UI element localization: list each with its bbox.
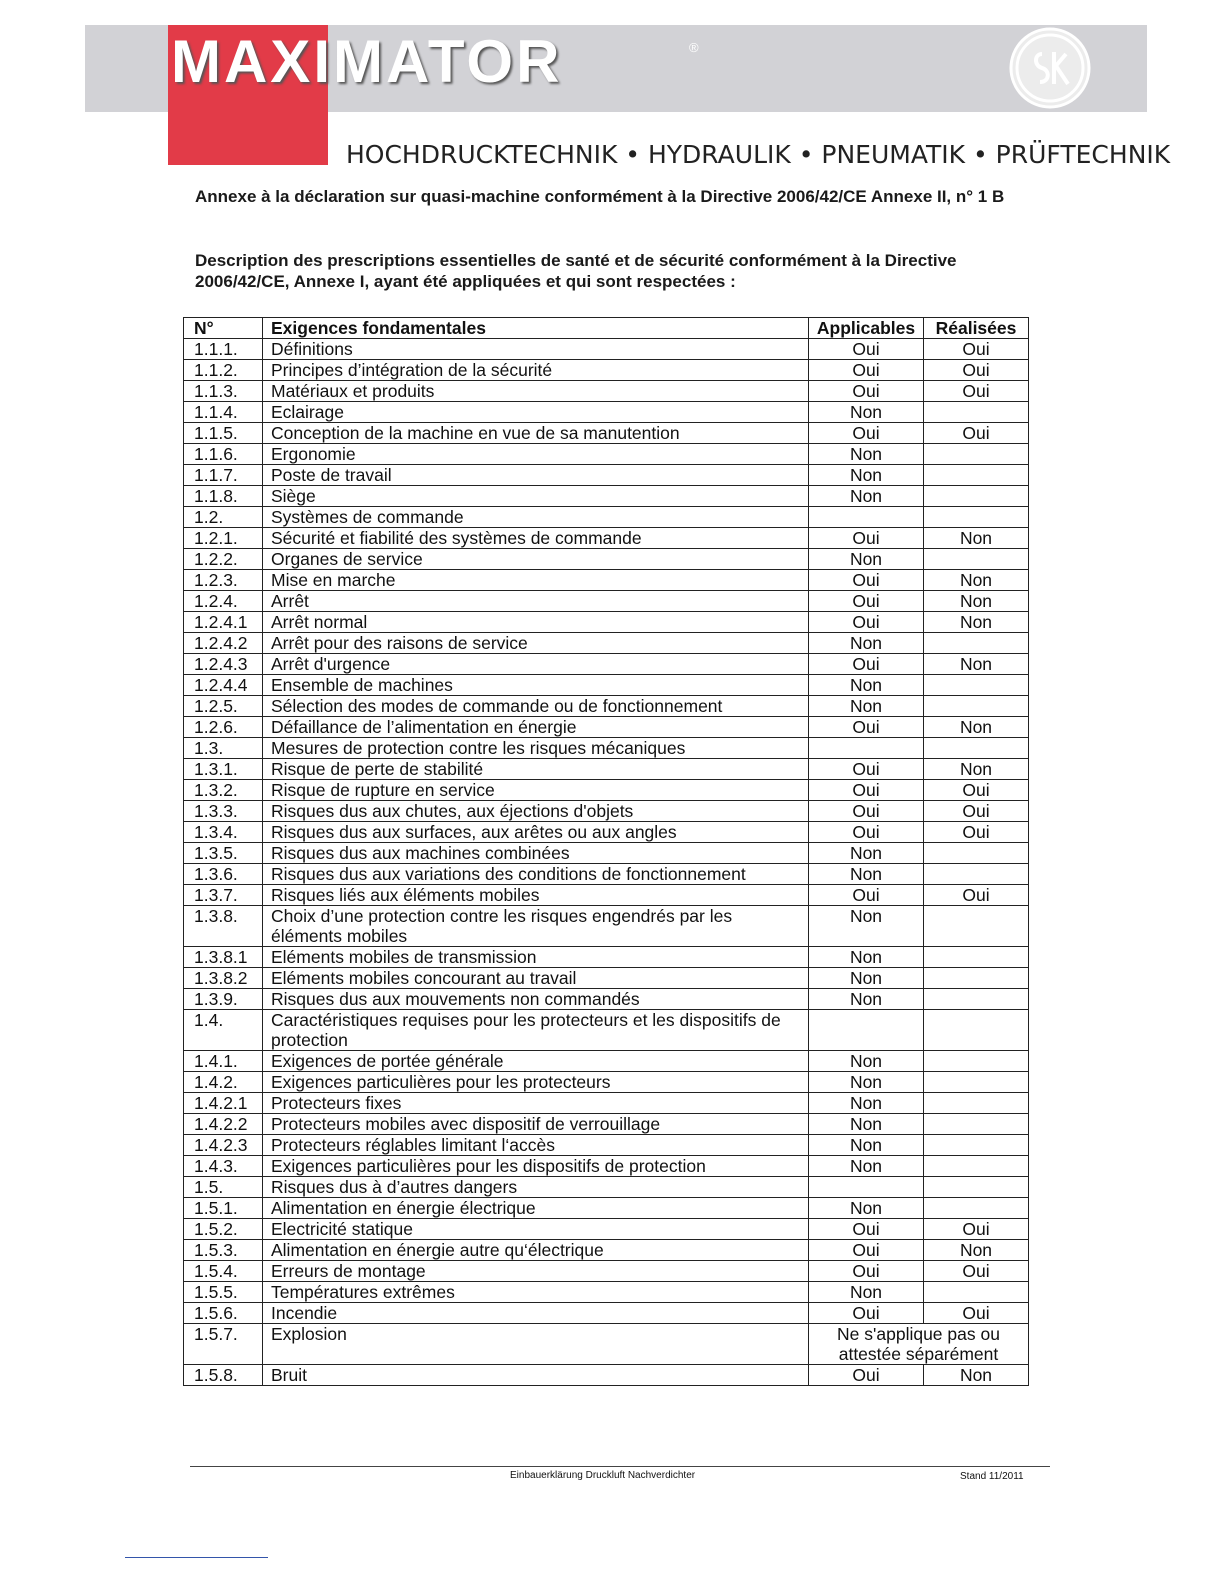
row-applicable: [809, 1010, 924, 1051]
row-realised: Oui: [924, 780, 1029, 801]
row-number: 1.2.1.: [184, 528, 263, 549]
row-number: 1.3.8.2: [184, 968, 263, 989]
row-requirement: Bruit: [263, 1365, 809, 1386]
table-row: [184, 423, 1029, 444]
row-realised: [924, 1177, 1029, 1198]
row-applicable: Oui: [809, 654, 924, 675]
table-row: [184, 360, 1029, 381]
table-row: [184, 1135, 1029, 1156]
row-realised: [924, 1010, 1029, 1051]
row-realised: [924, 843, 1029, 864]
row-applicable: Oui: [809, 801, 924, 822]
row-number: 1.4.2.: [184, 1072, 263, 1093]
row-requirement: Protecteurs réglables limitant l‘accès: [263, 1135, 809, 1156]
row-applicable: Oui: [809, 885, 924, 906]
row-requirement: Arrêt d'urgence: [263, 654, 809, 675]
row-applicable: Oui: [809, 591, 924, 612]
row-number: 1.2.4.1: [184, 612, 263, 633]
row-realised: Non: [924, 654, 1029, 675]
row-applicable: Non: [809, 486, 924, 507]
row-number: 1.3.8.1: [184, 947, 263, 968]
table-row: [184, 696, 1029, 717]
table-row: [184, 528, 1029, 549]
table-row: [184, 864, 1029, 885]
table-row: [184, 1051, 1029, 1072]
row-number: 1.3.9.: [184, 989, 263, 1010]
row-requirement: Risques dus aux machines combinées: [263, 843, 809, 864]
row-requirement: Arrêt pour des raisons de service: [263, 633, 809, 654]
table-row: [184, 1114, 1029, 1135]
row-realised: Non: [924, 1365, 1029, 1386]
table-row: [184, 549, 1029, 570]
requirements-table: [183, 317, 1029, 1386]
row-number: 1.2.3.: [184, 570, 263, 591]
row-realised: [924, 633, 1029, 654]
row-applicable: Non: [809, 1051, 924, 1072]
row-requirement: Exigences de portée générale: [263, 1051, 809, 1072]
row-number: 1.3.8.: [184, 906, 263, 947]
row-realised: Oui: [924, 423, 1029, 444]
row-realised: [924, 738, 1029, 759]
row-realised: [924, 1093, 1029, 1114]
row-realised: Non: [924, 591, 1029, 612]
row-applicable: [809, 507, 924, 528]
row-requirement: Erreurs de montage: [263, 1261, 809, 1282]
table-row: [184, 675, 1029, 696]
row-number: 1.3.7.: [184, 885, 263, 906]
sk-emblem-icon: [1008, 26, 1092, 110]
row-applicable: Oui: [809, 423, 924, 444]
row-requirement: Siège: [263, 486, 809, 507]
row-applicable: Non: [809, 1156, 924, 1177]
row-number: 1.1.7.: [184, 465, 263, 486]
row-number: 1.4.2.3: [184, 1135, 263, 1156]
row-applicable: Non: [809, 1114, 924, 1135]
row-applicable: [809, 1177, 924, 1198]
row-requirement: Mise en marche: [263, 570, 809, 591]
row-applicable: Non: [809, 675, 924, 696]
row-number: 1.5.: [184, 1177, 263, 1198]
row-number: 1.3.1.: [184, 759, 263, 780]
table-row: [184, 402, 1029, 423]
row-realised: [924, 507, 1029, 528]
row-number: 1.2.4.: [184, 591, 263, 612]
row-number: 1.4.3.: [184, 1156, 263, 1177]
row-applicable: Oui: [809, 570, 924, 591]
row-realised: [924, 675, 1029, 696]
row-realised: [924, 864, 1029, 885]
row-number: 1.5.3.: [184, 1240, 263, 1261]
row-requirement: Sélection des modes de commande ou de fonctionnement: [263, 696, 809, 717]
table-row: [184, 1093, 1029, 1114]
row-realised: Oui: [924, 1219, 1029, 1240]
row-realised: Non: [924, 528, 1029, 549]
row-realised: [924, 1156, 1029, 1177]
row-requirement: Risques liés aux éléments mobiles: [263, 885, 809, 906]
table-row: [184, 989, 1029, 1010]
row-requirement: Explosion: [263, 1324, 809, 1365]
row-realised: [924, 696, 1029, 717]
row-number: 1.1.3.: [184, 381, 263, 402]
table-row: [184, 1156, 1029, 1177]
row-applicable: Non: [809, 906, 924, 947]
row-number: 1.1.8.: [184, 486, 263, 507]
table-row: [184, 759, 1029, 780]
row-requirement: Ergonomie: [263, 444, 809, 465]
table-row: [184, 633, 1029, 654]
row-realised: Oui: [924, 360, 1029, 381]
header-realised: Réalisées: [924, 318, 1029, 339]
row-requirement: Définitions: [263, 339, 809, 360]
row-realised: [924, 968, 1029, 989]
tagline: HOCHDRUCKTECHNIK • HYDRAULIK • PNEUMATIK • PRÜFTECHNIK: [346, 140, 1171, 169]
row-number: 1.1.2.: [184, 360, 263, 381]
row-applicable: Non: [809, 989, 924, 1010]
row-number: 1.2.2.: [184, 549, 263, 570]
table-row: [184, 1261, 1029, 1282]
row-number: 1.5.2.: [184, 1219, 263, 1240]
row-realised: Non: [924, 717, 1029, 738]
row-applicable: Non: [809, 633, 924, 654]
row-number: 1.3.4.: [184, 822, 263, 843]
row-applicable: Oui: [809, 1303, 924, 1324]
row-number: 1.5.4.: [184, 1261, 263, 1282]
row-realised: Oui: [924, 801, 1029, 822]
row-requirement: Protecteurs fixes: [263, 1093, 809, 1114]
row-applicable: Oui: [809, 360, 924, 381]
table-row: [184, 1282, 1029, 1303]
table-row: [184, 801, 1029, 822]
row-merged-status: Ne s'applique pas ou attestée séparément: [809, 1324, 1029, 1365]
table-row: [184, 738, 1029, 759]
row-number: 1.2.: [184, 507, 263, 528]
row-realised: Oui: [924, 822, 1029, 843]
row-requirement: Risques dus aux surfaces, aux arêtes ou aux angles: [263, 822, 809, 843]
row-realised: Non: [924, 759, 1029, 780]
row-requirement: Risques dus aux mouvements non commandés: [263, 989, 809, 1010]
table-row: [184, 780, 1029, 801]
row-applicable: Non: [809, 696, 924, 717]
table-row: [184, 486, 1029, 507]
row-applicable: Oui: [809, 780, 924, 801]
row-requirement: Eléments mobiles concourant au travail: [263, 968, 809, 989]
row-realised: [924, 1051, 1029, 1072]
row-realised: Oui: [924, 339, 1029, 360]
row-realised: Oui: [924, 1261, 1029, 1282]
footer: [190, 1466, 1050, 1482]
table-row: [184, 843, 1029, 864]
row-applicable: Oui: [809, 528, 924, 549]
row-applicable: Oui: [809, 612, 924, 633]
table-row: [184, 570, 1029, 591]
row-realised: Oui: [924, 1303, 1029, 1324]
header-no: N°: [184, 318, 263, 339]
table-row: [184, 1010, 1029, 1051]
row-realised: [924, 1282, 1029, 1303]
table-row: [184, 465, 1029, 486]
row-realised: [924, 1135, 1029, 1156]
table-row: [184, 591, 1029, 612]
annex-heading: Annexe à la déclaration sur quasi-machine conformément à la Directive 2006/42/CE Annexe II, n° 1 B: [195, 187, 1005, 206]
table-row: [184, 444, 1029, 465]
table-header-row: [184, 318, 1029, 339]
row-realised: [924, 1198, 1029, 1219]
row-realised: Oui: [924, 885, 1029, 906]
row-applicable: Oui: [809, 717, 924, 738]
row-applicable: Non: [809, 402, 924, 423]
row-requirement: Risques dus aux chutes, aux éjections d'objets: [263, 801, 809, 822]
row-number: 1.1.1.: [184, 339, 263, 360]
row-number: 1.2.4.3: [184, 654, 263, 675]
row-realised: [924, 465, 1029, 486]
table-row: [184, 1365, 1029, 1386]
row-requirement: Eléments mobiles de transmission: [263, 947, 809, 968]
row-number: 1.1.5.: [184, 423, 263, 444]
header-applicable: Applicables: [809, 318, 924, 339]
row-requirement: Conception de la machine en vue de sa manutention: [263, 423, 809, 444]
row-realised: [924, 486, 1029, 507]
row-applicable: Non: [809, 444, 924, 465]
row-applicable: Non: [809, 1093, 924, 1114]
row-requirement: Risque de rupture en service: [263, 780, 809, 801]
row-requirement: Principes d’intégration de la sécurité: [263, 360, 809, 381]
row-realised: Non: [924, 570, 1029, 591]
row-number: 1.5.6.: [184, 1303, 263, 1324]
row-requirement: Arrêt normal: [263, 612, 809, 633]
row-applicable: Non: [809, 968, 924, 989]
row-number: 1.2.4.2: [184, 633, 263, 654]
table-row: [184, 717, 1029, 738]
header-text: Exigences fondamentales: [263, 318, 809, 339]
row-requirement: Défaillance de l’alimentation en énergie: [263, 717, 809, 738]
row-applicable: Non: [809, 1135, 924, 1156]
row-number: 1.3.6.: [184, 864, 263, 885]
description-heading: Description des prescriptions essentielles de santé et de sécurité conformément à la Directive 2006/42/CE, Annexe I, ayant été appliquées et qui sont respectées :: [195, 251, 957, 291]
table-row: [184, 1072, 1029, 1093]
row-number: 1.5.8.: [184, 1365, 263, 1386]
row-requirement: Risque de perte de stabilité: [263, 759, 809, 780]
maximator-logo: MAXIMATOR: [171, 28, 563, 95]
row-number: 1.1.4.: [184, 402, 263, 423]
row-number: 1.5.1.: [184, 1198, 263, 1219]
row-requirement: Choix d’une protection contre les risques engendrés par les éléments mobiles: [263, 906, 809, 947]
row-applicable: Oui: [809, 1261, 924, 1282]
row-applicable: Oui: [809, 1365, 924, 1386]
row-applicable: Non: [809, 1072, 924, 1093]
row-number: 1.4.2.1: [184, 1093, 263, 1114]
table-row: [184, 1240, 1029, 1261]
table-row: [184, 947, 1029, 968]
row-number: 1.3.3.: [184, 801, 263, 822]
table-body: [184, 339, 1029, 1386]
row-requirement: Alimentation en énergie électrique: [263, 1198, 809, 1219]
row-requirement: Eclairage: [263, 402, 809, 423]
table-row: [184, 885, 1029, 906]
footer-stand: Stand 11/2011: [960, 1471, 1024, 1482]
row-requirement: Organes de service: [263, 549, 809, 570]
row-requirement: Risques dus à d’autres dangers: [263, 1177, 809, 1198]
row-realised: [924, 549, 1029, 570]
row-applicable: Non: [809, 465, 924, 486]
row-requirement: Caractéristiques requises pour les protecteurs et les dispositifs de protection: [263, 1010, 809, 1051]
row-realised: [924, 947, 1029, 968]
row-number: 1.2.5.: [184, 696, 263, 717]
table-row: [184, 1177, 1029, 1198]
row-applicable: Oui: [809, 822, 924, 843]
row-applicable: Oui: [809, 759, 924, 780]
row-realised: [924, 906, 1029, 947]
row-number: 1.4.: [184, 1010, 263, 1051]
row-requirement: Risques dus aux variations des conditions de fonctionnement: [263, 864, 809, 885]
row-realised: Non: [924, 1240, 1029, 1261]
table-row: [184, 906, 1029, 947]
row-requirement: Températures extrêmes: [263, 1282, 809, 1303]
row-realised: [924, 989, 1029, 1010]
row-number: 1.3.2.: [184, 780, 263, 801]
table-row: [184, 1219, 1029, 1240]
table-row: [184, 1198, 1029, 1219]
table-row: [184, 612, 1029, 633]
row-number: 1.5.7.: [184, 1324, 263, 1365]
row-applicable: Non: [809, 1282, 924, 1303]
row-requirement: Protecteurs mobiles avec dispositif de verrouillage: [263, 1114, 809, 1135]
table-row: [184, 507, 1029, 528]
row-number: 1.3.: [184, 738, 263, 759]
row-number: 1.3.5.: [184, 843, 263, 864]
row-applicable: Non: [809, 947, 924, 968]
table-row: [184, 1303, 1029, 1324]
row-requirement: Incendie: [263, 1303, 809, 1324]
row-number: 1.1.6.: [184, 444, 263, 465]
row-applicable: Non: [809, 1198, 924, 1219]
divider-line: [125, 1557, 268, 1558]
row-realised: [924, 444, 1029, 465]
registered-mark: ®: [689, 40, 699, 55]
row-number: 1.4.1.: [184, 1051, 263, 1072]
row-requirement: Ensemble de machines: [263, 675, 809, 696]
table-row: [184, 381, 1029, 402]
row-applicable: Oui: [809, 339, 924, 360]
row-requirement: Poste de travail: [263, 465, 809, 486]
row-applicable: Non: [809, 549, 924, 570]
row-realised: Non: [924, 612, 1029, 633]
table-row: [184, 1324, 1029, 1365]
row-number: 1.4.2.2: [184, 1114, 263, 1135]
row-requirement: Mesures de protection contre les risques mécaniques: [263, 738, 809, 759]
row-requirement: Arrêt: [263, 591, 809, 612]
row-applicable: Non: [809, 843, 924, 864]
table-row: [184, 822, 1029, 843]
row-number: 1.2.4.4: [184, 675, 263, 696]
row-applicable: [809, 738, 924, 759]
row-number: 1.2.6.: [184, 717, 263, 738]
row-requirement: Matériaux et produits: [263, 381, 809, 402]
row-realised: [924, 1114, 1029, 1135]
row-realised: Oui: [924, 381, 1029, 402]
row-requirement: Exigences particulières pour les protecteurs: [263, 1072, 809, 1093]
table-row: [184, 968, 1029, 989]
row-applicable: Oui: [809, 381, 924, 402]
row-applicable: Non: [809, 864, 924, 885]
row-requirement: Sécurité et fiabilité des systèmes de commande: [263, 528, 809, 549]
row-applicable: Oui: [809, 1240, 924, 1261]
footer-document: Einbauerklärung Druckluft Nachverdichter: [510, 1470, 696, 1481]
row-requirement: Alimentation en énergie autre qu‘électrique: [263, 1240, 809, 1261]
row-number: 1.5.5.: [184, 1282, 263, 1303]
table-row: [184, 654, 1029, 675]
row-requirement: Electricité statique: [263, 1219, 809, 1240]
row-realised: [924, 1072, 1029, 1093]
row-realised: [924, 402, 1029, 423]
table-row: [184, 339, 1029, 360]
row-applicable: Oui: [809, 1219, 924, 1240]
row-requirement: Systèmes de commande: [263, 507, 809, 528]
row-requirement: Exigences particulières pour les dispositifs de protection: [263, 1156, 809, 1177]
